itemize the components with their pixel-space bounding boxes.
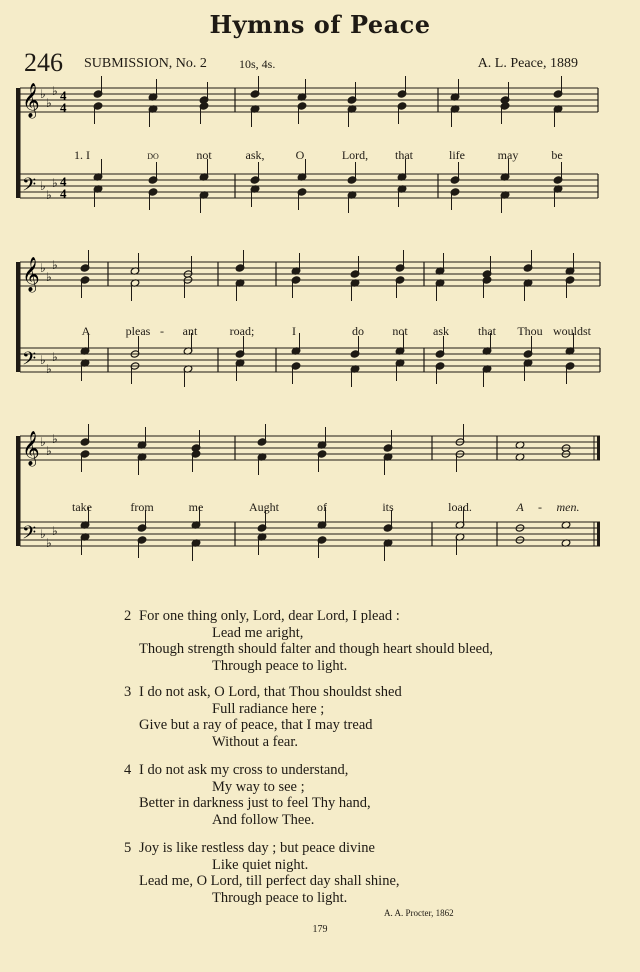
- time-signature: 4: [60, 174, 67, 189]
- lyric-syllable: take: [72, 500, 92, 514]
- verse-number: 5: [124, 840, 132, 856]
- verse-line: Joy is like restless day ; but peace divine: [139, 840, 375, 856]
- verse-line: I do not ask, O Lord, that Thou shouldst shed: [139, 684, 402, 700]
- verse-line: Through peace to light.: [212, 657, 348, 674]
- flat-sign: ♭: [46, 536, 52, 550]
- section-title: Hymns of Peace: [209, 10, 431, 39]
- lyric-syllable: I: [292, 324, 296, 338]
- meter: 10s, 4s.: [239, 57, 276, 71]
- lyric-syllable: me: [188, 500, 204, 514]
- verse-line: Like quiet night.: [212, 856, 309, 873]
- verse-line: For one thing only, Lord, dear Lord, I plead :: [139, 608, 400, 624]
- verse-line: Full radiance here ;: [212, 700, 325, 717]
- lyric-syllable: from: [130, 500, 154, 514]
- lyric-syllable: -: [538, 500, 542, 514]
- lyric-syllable: do: [147, 148, 159, 162]
- author-credit: A. A. Procter, 1862: [384, 908, 454, 918]
- hymn-number: 246: [24, 48, 63, 77]
- treble-clef: 𝄞: [22, 83, 40, 118]
- final-bar-line: [597, 436, 600, 460]
- flat-sign: ♭: [46, 270, 52, 284]
- verse-number: 4: [124, 762, 132, 778]
- flat-sign: ♭: [40, 527, 46, 541]
- verse-line: Give but a ray of peace, that I may tread: [139, 717, 373, 734]
- flat-sign: ♭: [52, 350, 58, 364]
- lyric-syllable: life: [449, 148, 465, 162]
- bass-clef: 𝄢: [22, 523, 37, 548]
- lyric-syllable: not: [196, 148, 212, 162]
- system-bracket: [16, 436, 20, 546]
- flat-sign: ♭: [40, 435, 46, 449]
- lyric-syllable: road;: [229, 324, 255, 338]
- verse-line: And follow Thee.: [212, 811, 315, 828]
- flat-sign: ♭: [52, 176, 58, 190]
- verse-line: Lead me, O Lord, till perfect day shall shine,: [139, 873, 400, 890]
- time-signature: 4: [60, 186, 67, 201]
- composer: A. L. Peace, 1889: [477, 56, 578, 71]
- verse-line: I do not ask my cross to understand,: [139, 762, 349, 778]
- bass-clef: 𝄢: [22, 349, 37, 374]
- flat-sign: ♭: [40, 87, 46, 101]
- flat-sign: ♭: [46, 188, 52, 202]
- verse-number: 2: [124, 608, 132, 624]
- flat-sign: ♭: [40, 179, 46, 193]
- lyric-syllable: -: [160, 324, 164, 338]
- lyric-syllable: pleas: [125, 324, 151, 338]
- lyric-syllable: wouldst: [552, 324, 592, 338]
- flat-sign: ♭: [46, 444, 52, 458]
- lyric-syllable: 1. I: [74, 148, 90, 162]
- verse-line: My way to see ;: [212, 778, 305, 795]
- lyric-syllable: may: [497, 148, 519, 162]
- system-bracket: [16, 88, 20, 198]
- lyric-syllable: that: [478, 324, 496, 338]
- lyric-syllable: A: [516, 500, 524, 514]
- lyric-syllable: do: [352, 324, 364, 338]
- page-number: 179: [312, 924, 328, 935]
- flat-sign: ♭: [52, 84, 58, 98]
- bass-clef: 𝄢: [22, 175, 37, 200]
- time-signature: 4: [60, 100, 67, 115]
- treble-clef: 𝄞: [22, 431, 40, 466]
- lyric-syllable: A: [81, 324, 91, 338]
- flat-sign: ♭: [52, 432, 58, 446]
- lyric-syllable: be: [551, 148, 563, 162]
- lyric-syllable: its: [382, 500, 394, 514]
- flat-sign: ♭: [52, 258, 58, 272]
- final-bar-line: [597, 522, 600, 546]
- verse-line: Though strength should falter and though heart should bleed,: [139, 641, 493, 658]
- verse-line: Better in darkness just to feel Thy hand,: [139, 795, 371, 812]
- system-bracket: [16, 262, 20, 372]
- time-signature: 4: [60, 88, 67, 103]
- lyric-syllable: ant: [182, 324, 198, 338]
- flat-sign: ♭: [40, 261, 46, 275]
- flat-sign: ♭: [52, 524, 58, 538]
- treble-clef: 𝄞: [22, 257, 40, 292]
- flat-sign: ♭: [46, 96, 52, 110]
- lyric-syllable: not: [392, 324, 408, 338]
- lyric-syllable: Lord,: [341, 148, 369, 162]
- verse-number: 3: [124, 684, 132, 700]
- lyric-syllable: load.: [448, 500, 472, 514]
- lyric-syllable: Aught: [249, 500, 279, 514]
- flat-sign: ♭: [40, 353, 46, 367]
- lyric-syllable: O: [295, 148, 305, 162]
- verse-line: Lead me aright,: [212, 624, 304, 641]
- lyric-syllable: Thou: [517, 324, 543, 338]
- verse-line: Without a fear.: [212, 733, 298, 750]
- lyric-syllable: ask,: [245, 148, 265, 162]
- lyric-syllable: men.: [556, 500, 580, 514]
- verse-line: Through peace to light.: [212, 889, 348, 906]
- lyric-syllable: ask: [433, 324, 449, 338]
- tune-name: SUBMISSION, No. 2: [84, 56, 207, 71]
- lyric-syllable: of: [317, 500, 327, 514]
- flat-sign: ♭: [46, 362, 52, 376]
- lyric-syllable: that: [395, 148, 413, 162]
